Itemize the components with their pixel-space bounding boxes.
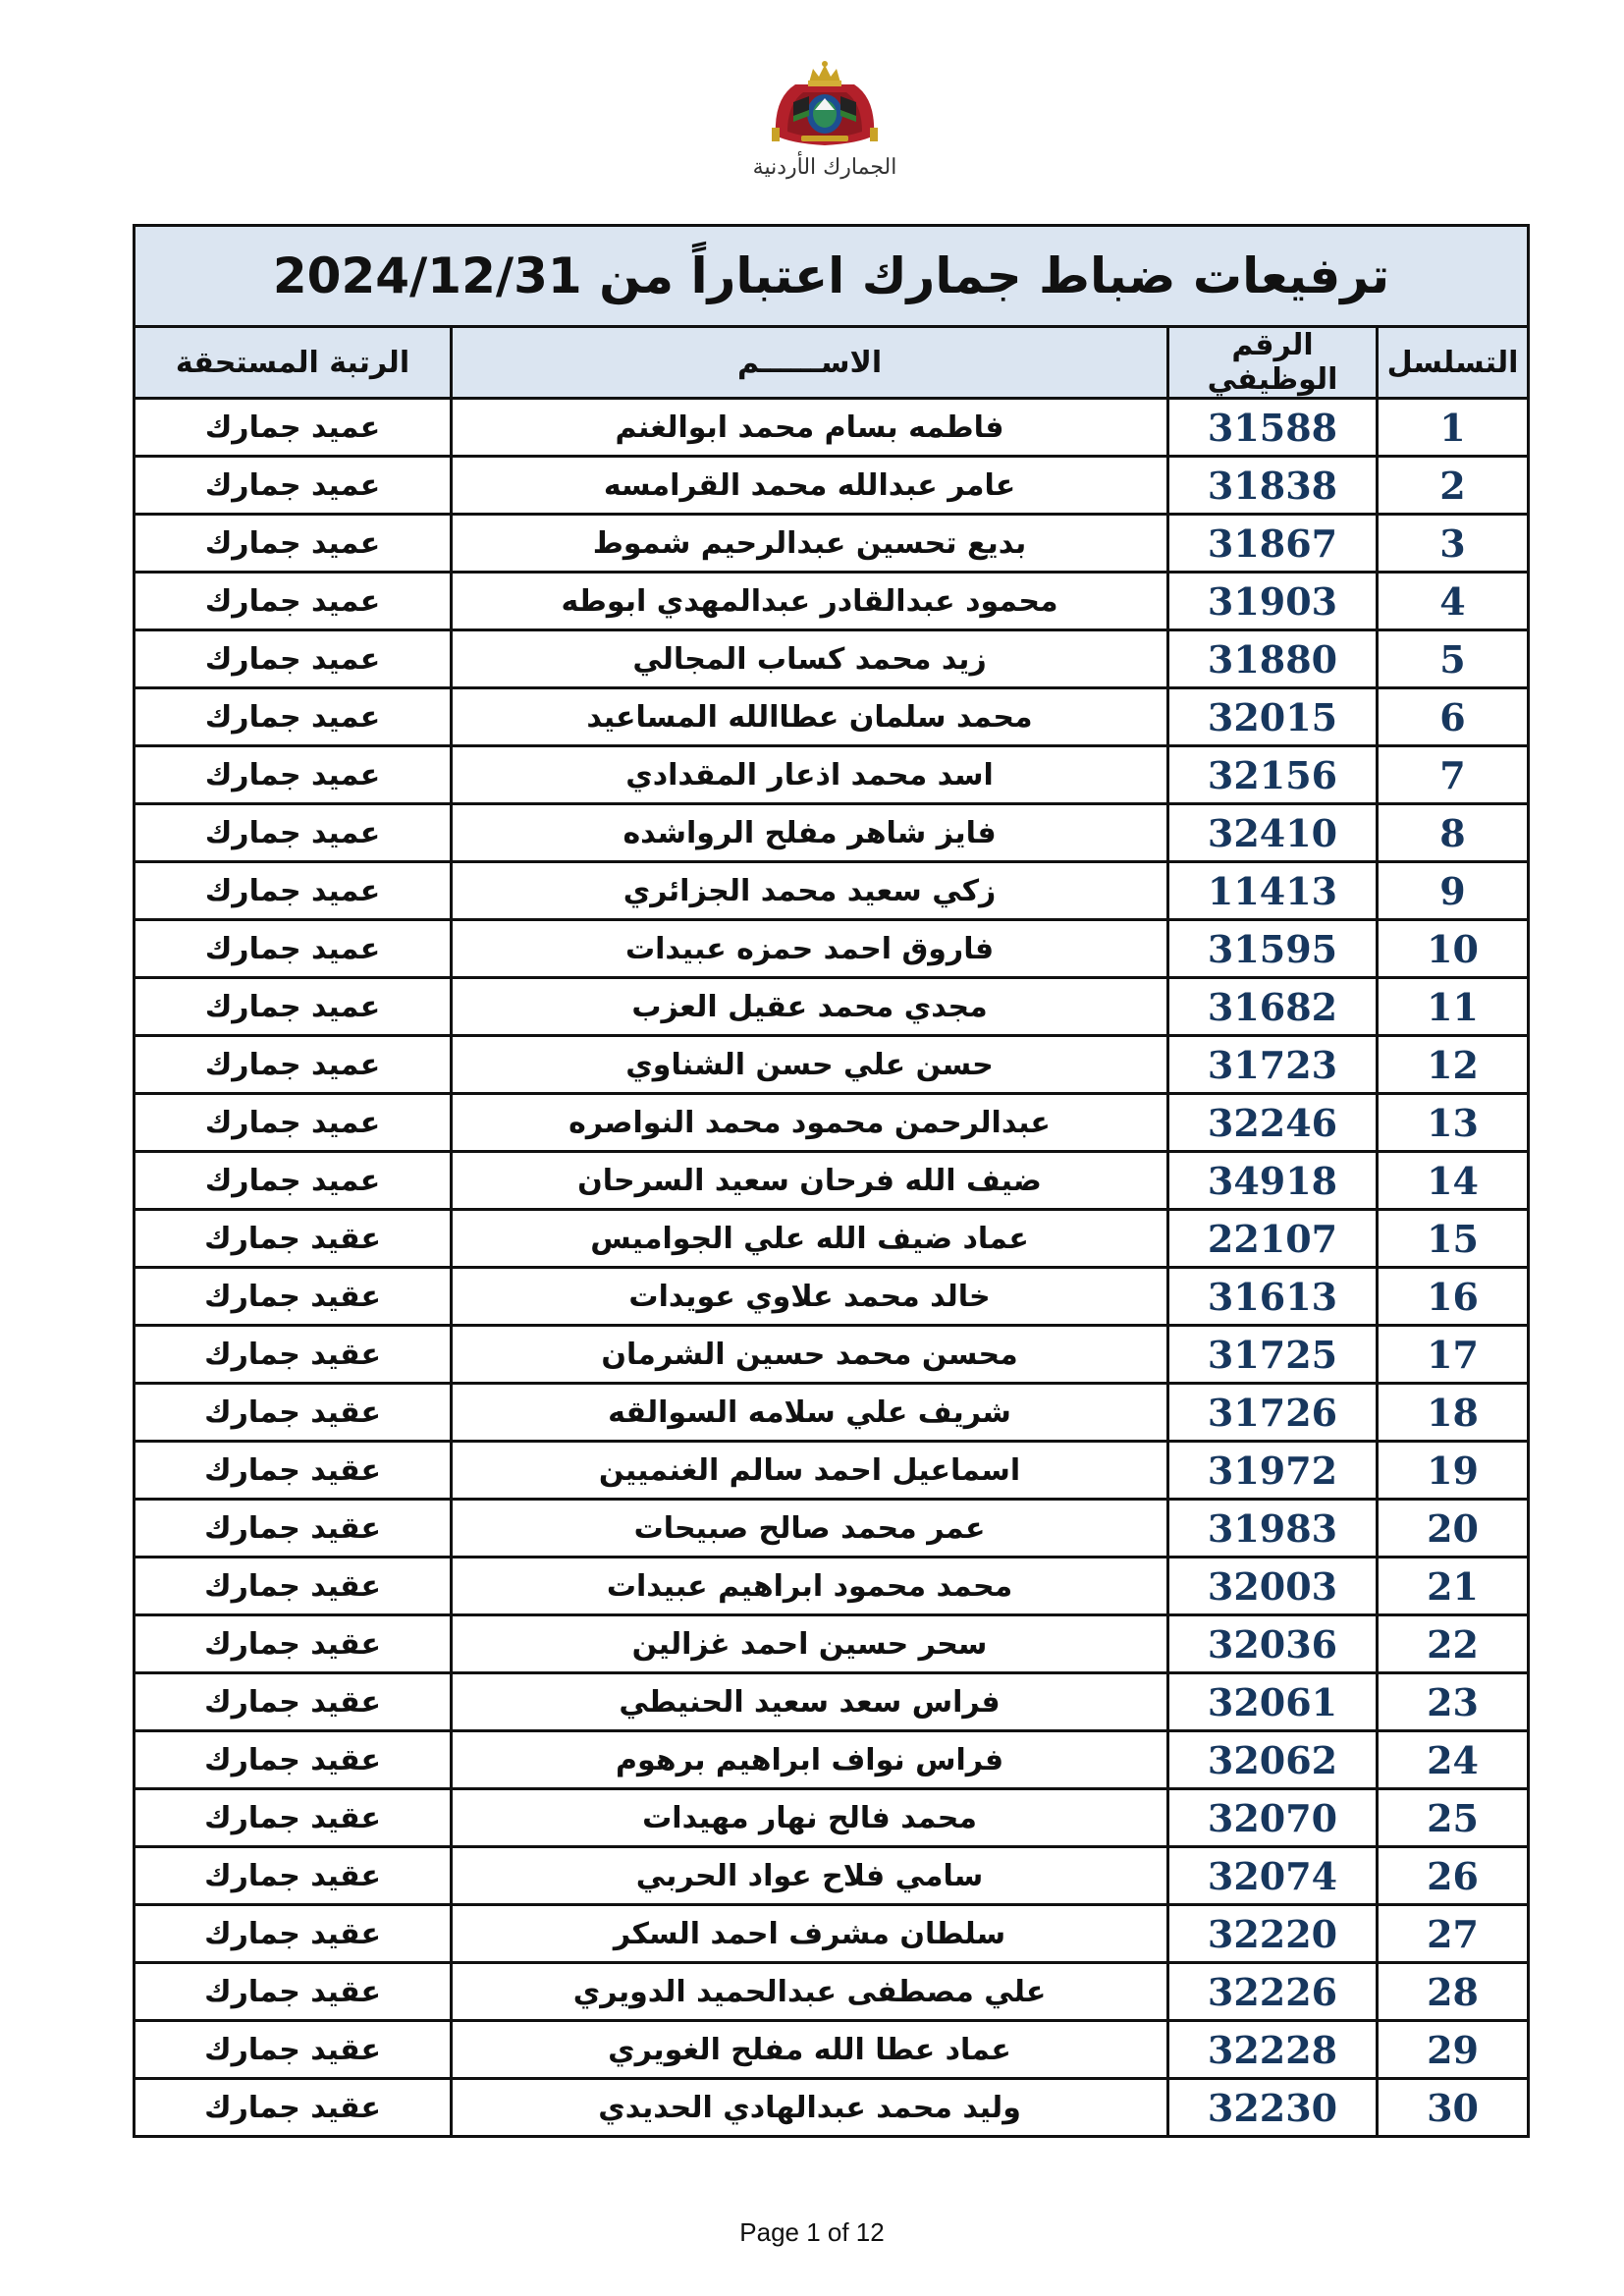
cell-serial: 4 <box>1378 573 1529 630</box>
cell-rank: عقيد جمارك <box>135 1326 452 1384</box>
cell-name: عبدالرحمن محمود محمد النواصره <box>452 1094 1168 1152</box>
cell-rank: عقيد جمارك <box>135 1500 452 1558</box>
cell-serial: 5 <box>1378 630 1529 688</box>
page-number: Page 1 of 12 <box>739 2217 885 2247</box>
table-row <box>135 1384 1529 1442</box>
cell-serial: 17 <box>1378 1326 1529 1384</box>
cell-employee-id: 32220 <box>1168 1905 1378 1963</box>
table-row <box>135 1094 1529 1152</box>
cell-employee-id: 31972 <box>1168 1442 1378 1500</box>
cell-employee-id: 31595 <box>1168 920 1378 978</box>
cell-name: بديع تحسين عبدالرحيم شموط <box>452 515 1168 573</box>
table-row <box>135 1905 1529 1963</box>
cell-serial: 23 <box>1378 1673 1529 1731</box>
cell-rank: عميد جمارك <box>135 1094 452 1152</box>
cell-employee-id: 31723 <box>1168 1036 1378 1094</box>
table-row <box>135 1558 1529 1615</box>
cell-serial: 26 <box>1378 1847 1529 1905</box>
cell-name: زيد محمد كساب المجالي <box>452 630 1168 688</box>
table-row <box>135 573 1529 630</box>
cell-serial: 13 <box>1378 1094 1529 1152</box>
cell-serial: 10 <box>1378 920 1529 978</box>
cell-name: محمود عبدالقادر عبدالمهدي ابوطه <box>452 573 1168 630</box>
cell-employee-id: 32230 <box>1168 2079 1378 2137</box>
cell-rank: عقيد جمارك <box>135 2079 452 2137</box>
cell-serial: 3 <box>1378 515 1529 573</box>
table-row <box>135 1847 1529 1905</box>
cell-employee-id: 31838 <box>1168 457 1378 515</box>
cell-serial: 25 <box>1378 1789 1529 1847</box>
table-row <box>135 920 1529 978</box>
cell-rank: عميد جمارك <box>135 746 452 804</box>
table-row <box>135 2021 1529 2079</box>
cell-name: زكي سعيد محمد الجزائري <box>452 862 1168 920</box>
table-row <box>135 804 1529 862</box>
cell-employee-id: 31725 <box>1168 1326 1378 1384</box>
coat-of-arms-icon <box>766 59 884 152</box>
cell-employee-id: 32003 <box>1168 1558 1378 1615</box>
cell-name: خالد محمد علاوي عويدات <box>452 1268 1168 1326</box>
cell-serial: 20 <box>1378 1500 1529 1558</box>
table-row <box>135 862 1529 920</box>
cell-serial: 22 <box>1378 1615 1529 1673</box>
cell-rank: عقيد جمارك <box>135 1731 452 1789</box>
cell-name: مجدي محمد عقيل العزب <box>452 978 1168 1036</box>
cell-employee-id: 31613 <box>1168 1268 1378 1326</box>
cell-employee-id: 11413 <box>1168 862 1378 920</box>
cell-employee-id: 32015 <box>1168 688 1378 746</box>
cell-name: علي مصطفى عبدالحميد الدويري <box>452 1963 1168 2021</box>
cell-employee-id: 32074 <box>1168 1847 1378 1905</box>
cell-rank: عميد جمارك <box>135 630 452 688</box>
cell-rank: عقيد جمارك <box>135 2021 452 2079</box>
cell-serial: 16 <box>1378 1268 1529 1326</box>
cell-employee-id: 31726 <box>1168 1384 1378 1442</box>
cell-name: سحر حسين احمد غزالين <box>452 1615 1168 1673</box>
cell-name: اسد محمد اذعار المقدادي <box>452 746 1168 804</box>
cell-name: اسماعيل احمد سالم الغنميين <box>452 1442 1168 1500</box>
table-row <box>135 1731 1529 1789</box>
cell-serial: 8 <box>1378 804 1529 862</box>
cell-rank: عميد جمارك <box>135 1152 452 1210</box>
cell-employee-id: 31983 <box>1168 1500 1378 1558</box>
table-row <box>135 1500 1529 1558</box>
cell-name: محمد محمود ابراهيم عبيدات <box>452 1558 1168 1615</box>
column-header-name: الاســــــم <box>452 327 1168 399</box>
table-title-row <box>135 226 1529 327</box>
cell-rank: عقيد جمارك <box>135 1442 452 1500</box>
header-logo <box>702 59 947 196</box>
cell-employee-id: 32036 <box>1168 1615 1378 1673</box>
cell-name: عماد ضيف الله علي الجواميس <box>452 1210 1168 1268</box>
table-row <box>135 1036 1529 1094</box>
cell-employee-id: 22107 <box>1168 1210 1378 1268</box>
cell-name: فراس نواف ابراهيم برهوم <box>452 1731 1168 1789</box>
cell-serial: 19 <box>1378 1442 1529 1500</box>
cell-employee-id: 32061 <box>1168 1673 1378 1731</box>
cell-name: شريف علي سلامه السوالقه <box>452 1384 1168 1442</box>
cell-employee-id: 32070 <box>1168 1789 1378 1847</box>
promotions-table <box>133 224 1530 2138</box>
cell-rank: عميد جمارك <box>135 1036 452 1094</box>
cell-name: فاروق احمد حمزه عبيدات <box>452 920 1168 978</box>
cell-serial: 15 <box>1378 1210 1529 1268</box>
cell-serial: 7 <box>1378 746 1529 804</box>
table-row <box>135 1615 1529 1673</box>
table-row <box>135 457 1529 515</box>
cell-rank: عميد جمارك <box>135 688 452 746</box>
cell-employee-id: 31682 <box>1168 978 1378 1036</box>
cell-rank: عميد جمارك <box>135 920 452 978</box>
cell-rank: عقيد جمارك <box>135 1615 452 1673</box>
table-row <box>135 978 1529 1036</box>
cell-employee-id: 31880 <box>1168 630 1378 688</box>
cell-serial: 6 <box>1378 688 1529 746</box>
column-header-serial: التسلسل <box>1378 327 1529 399</box>
table-body <box>135 399 1529 2137</box>
column-header-employee-id: الرقم الوظيفي <box>1168 327 1378 399</box>
cell-serial: 24 <box>1378 1731 1529 1789</box>
cell-rank: عميد جمارك <box>135 978 452 1036</box>
cell-name: عمر محمد صالح صبيحات <box>452 1500 1168 1558</box>
cell-name: عماد عطا الله مفلح الغويري <box>452 2021 1168 2079</box>
table-row <box>135 1210 1529 1268</box>
cell-name: حسن علي حسن الشناوي <box>452 1036 1168 1094</box>
cell-rank: عميد جمارك <box>135 457 452 515</box>
logo-text: الجمارك الأردنية <box>752 155 897 180</box>
table-row <box>135 688 1529 746</box>
cell-serial: 1 <box>1378 399 1529 457</box>
cell-rank: عقيد جمارك <box>135 1210 452 1268</box>
table-row <box>135 1326 1529 1384</box>
cell-rank: عقيد جمارك <box>135 1847 452 1905</box>
cell-serial: 21 <box>1378 1558 1529 1615</box>
cell-employee-id: 31903 <box>1168 573 1378 630</box>
cell-rank: عقيد جمارك <box>135 1789 452 1847</box>
cell-name: عامر عبدالله محمد القرامسه <box>452 457 1168 515</box>
cell-employee-id: 34918 <box>1168 1152 1378 1210</box>
cell-employee-id: 32410 <box>1168 804 1378 862</box>
cell-employee-id: 32156 <box>1168 746 1378 804</box>
cell-employee-id: 32246 <box>1168 1094 1378 1152</box>
cell-serial: 28 <box>1378 1963 1529 2021</box>
cell-serial: 18 <box>1378 1384 1529 1442</box>
cell-employee-id: 32226 <box>1168 1963 1378 2021</box>
cell-name: سلطان مشرف احمد السكر <box>452 1905 1168 1963</box>
column-header-rank: الرتبة المستحقة <box>135 327 452 399</box>
cell-rank: عقيد جمارك <box>135 1558 452 1615</box>
table-row <box>135 515 1529 573</box>
table-header-row <box>135 327 1529 399</box>
cell-name: فايز شاهر مفلح الرواشده <box>452 804 1168 862</box>
table-row <box>135 2079 1529 2137</box>
cell-employee-id: 32062 <box>1168 1731 1378 1789</box>
cell-rank: عميد جمارك <box>135 515 452 573</box>
cell-serial: 27 <box>1378 1905 1529 1963</box>
cell-rank: عميد جمارك <box>135 862 452 920</box>
table-row <box>135 630 1529 688</box>
cell-name: ضيف الله فرحان سعيد السرحان <box>452 1152 1168 1210</box>
cell-name: محمد فالح نهار مهيدات <box>452 1789 1168 1847</box>
cell-employee-id: 32228 <box>1168 2021 1378 2079</box>
cell-employee-id: 31867 <box>1168 515 1378 573</box>
cell-rank: عميد جمارك <box>135 573 452 630</box>
table-row <box>135 1152 1529 1210</box>
cell-rank: عقيد جمارك <box>135 1673 452 1731</box>
cell-serial: 14 <box>1378 1152 1529 1210</box>
cell-name: فاطمه بسام محمد ابوالغنم <box>452 399 1168 457</box>
cell-rank: عقيد جمارك <box>135 1905 452 1963</box>
table-row <box>135 1442 1529 1500</box>
cell-rank: عقيد جمارك <box>135 1268 452 1326</box>
cell-rank: عميد جمارك <box>135 804 452 862</box>
cell-name: محسن محمد حسين الشرمان <box>452 1326 1168 1384</box>
cell-name: محمد سلمان عطاالله المساعيد <box>452 688 1168 746</box>
cell-employee-id: 31588 <box>1168 399 1378 457</box>
cell-serial: 29 <box>1378 2021 1529 2079</box>
cell-serial: 9 <box>1378 862 1529 920</box>
cell-serial: 2 <box>1378 457 1529 515</box>
cell-rank: عميد جمارك <box>135 399 452 457</box>
table-row <box>135 1268 1529 1326</box>
cell-serial: 12 <box>1378 1036 1529 1094</box>
table-row <box>135 399 1529 457</box>
cell-rank: عقيد جمارك <box>135 1963 452 2021</box>
cell-serial: 30 <box>1378 2079 1529 2137</box>
page-title: ترفيعات ضباط جمارك اعتباراً من 2024/12/31 <box>135 226 1529 327</box>
table-row <box>135 1673 1529 1731</box>
table-row <box>135 746 1529 804</box>
cell-name: وليد محمد عبدالهادي الحديدي <box>452 2079 1168 2137</box>
cell-rank: عقيد جمارك <box>135 1384 452 1442</box>
cell-name: فراس سعد سعيد الحنيطي <box>452 1673 1168 1731</box>
cell-serial: 11 <box>1378 978 1529 1036</box>
table-row <box>135 1963 1529 2021</box>
table-row <box>135 1789 1529 1847</box>
cell-name: سامي فلاح عواد الحربي <box>452 1847 1168 1905</box>
